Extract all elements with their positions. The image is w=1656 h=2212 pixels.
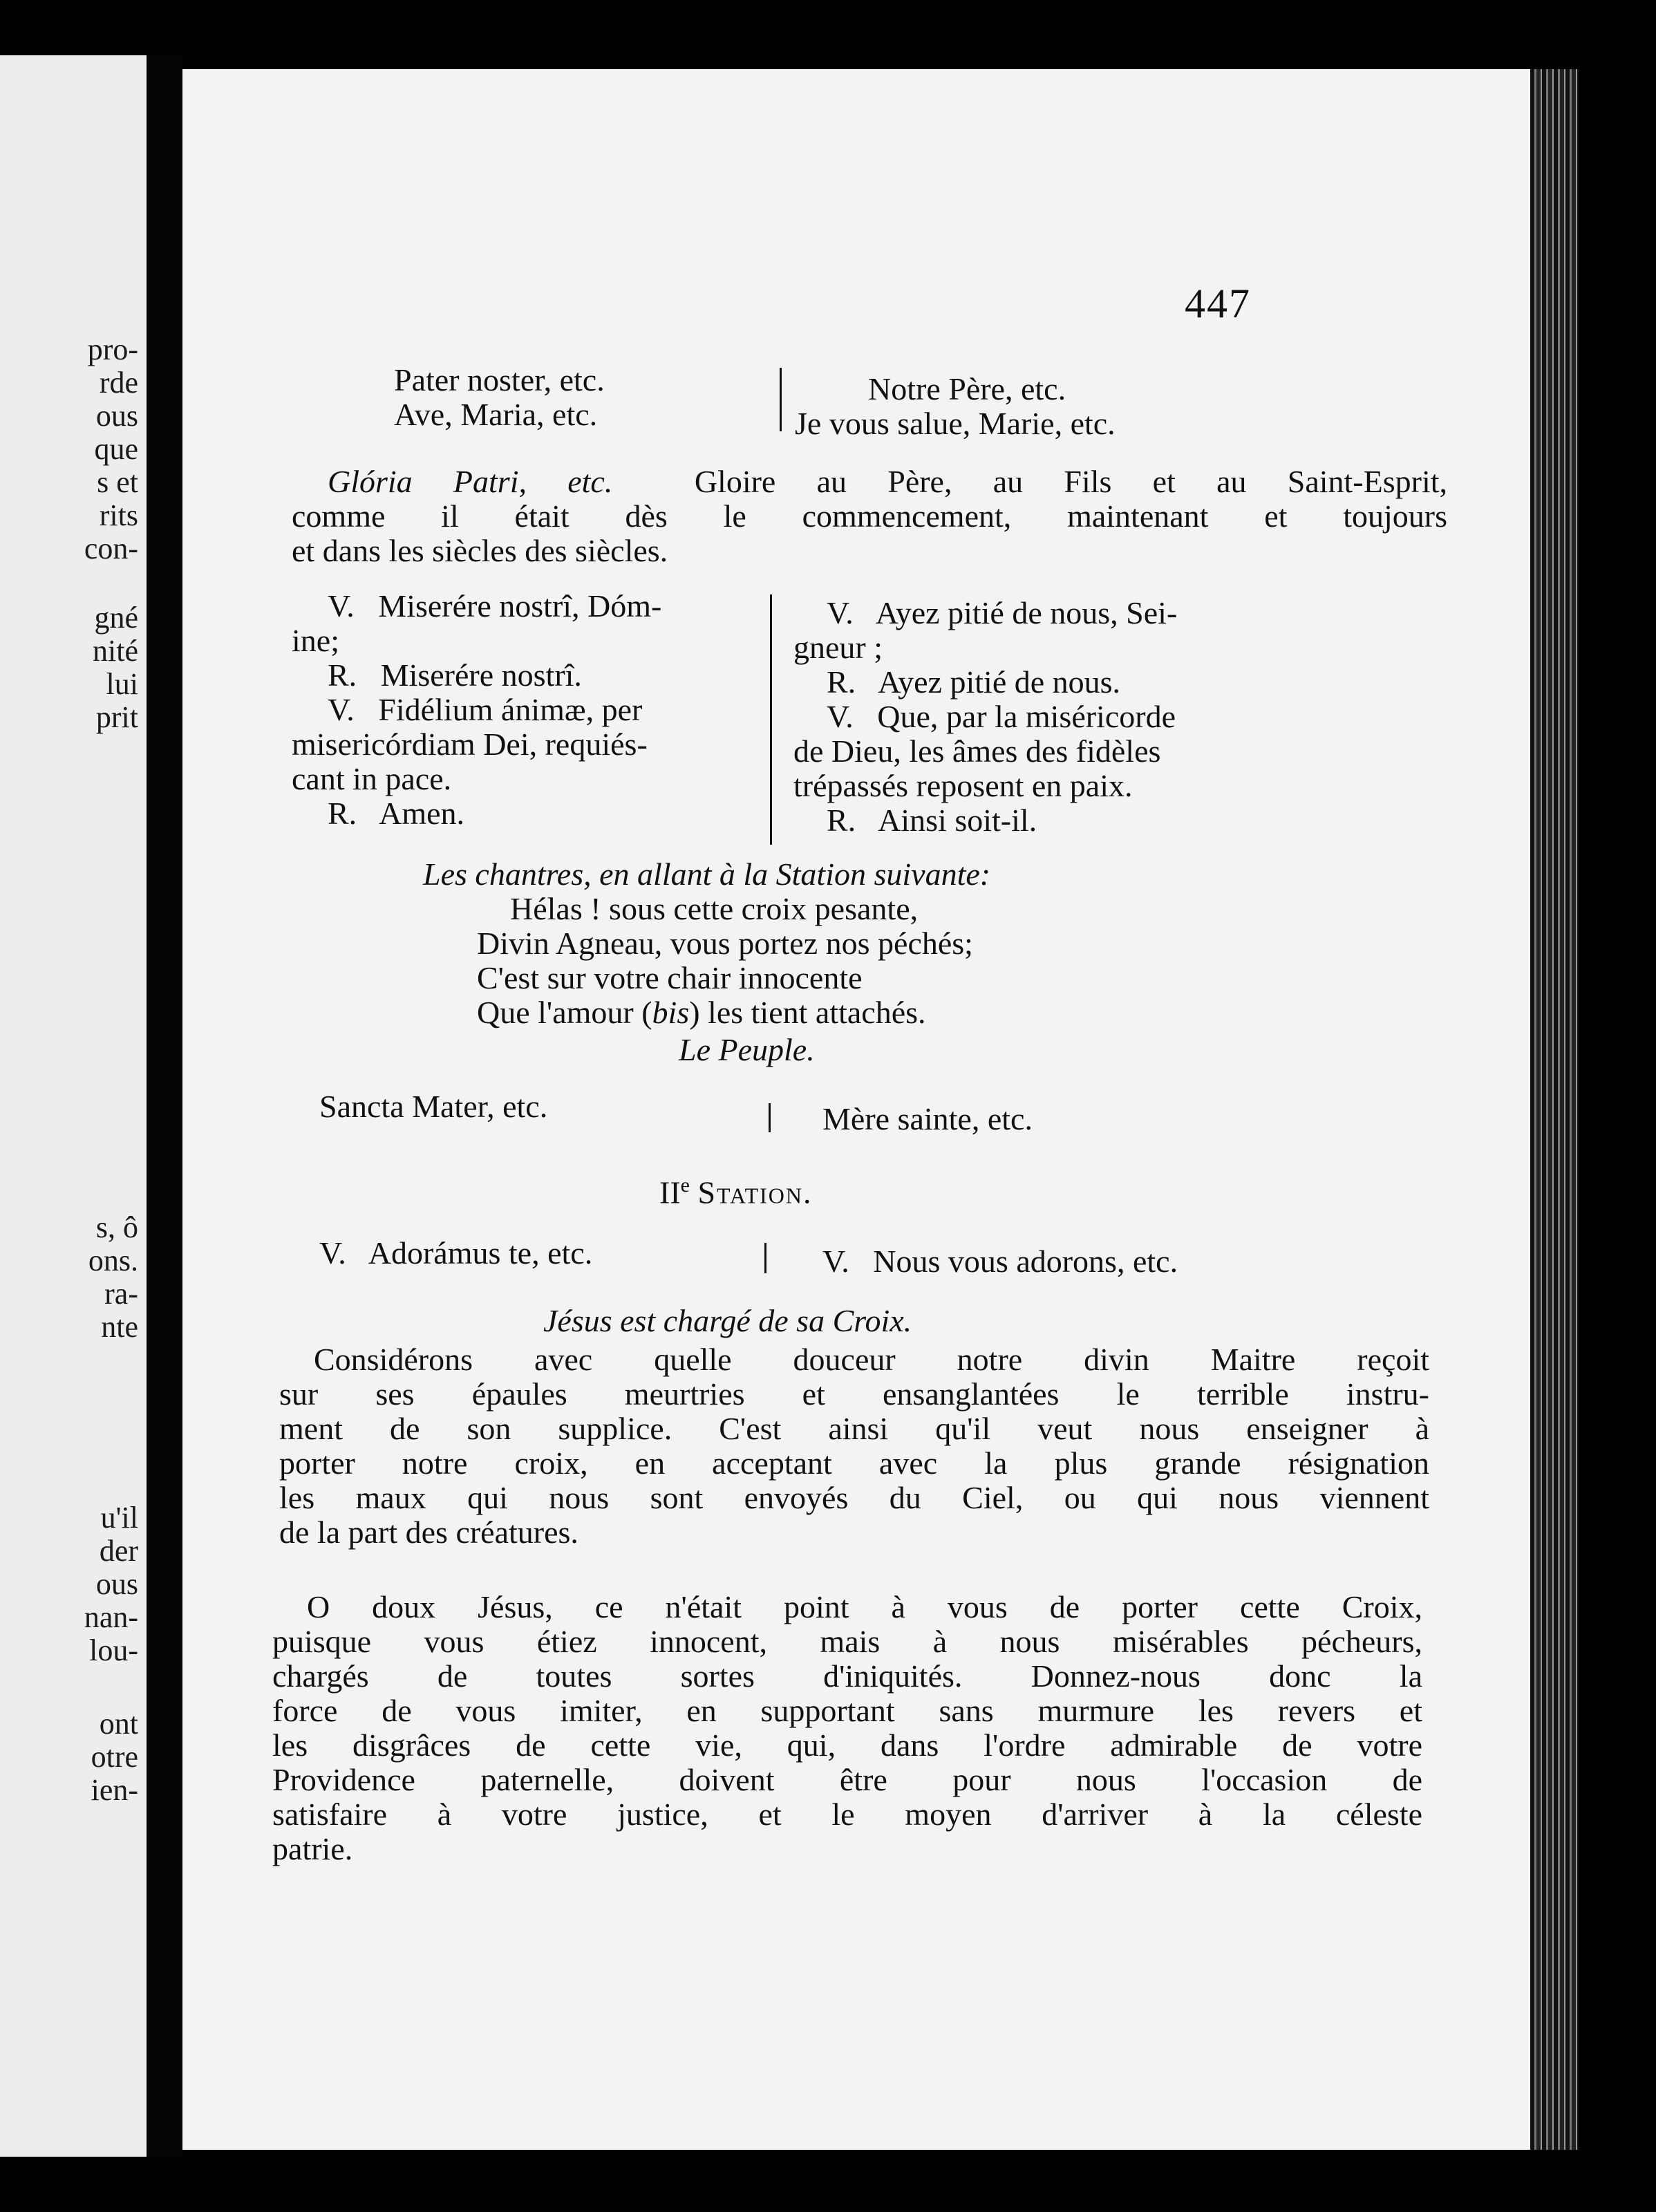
prayer-line: Providence paternelle, doivent être pour nous l'occasion de: [272, 1762, 1422, 1797]
left-fragment: lou-: [89, 1633, 138, 1667]
previous-page-edge: [0, 55, 147, 2157]
bis-marker: bis: [652, 995, 690, 1030]
left-fragment: nité: [93, 634, 138, 668]
versicle-latin: misericórdiam Dei, requiés-: [292, 727, 648, 762]
gloria-line-2: comme il était dès le commencement, maintenant et toujours: [292, 498, 1447, 534]
left-fragment: rits: [99, 498, 138, 532]
versicle-latin: ine;: [292, 623, 339, 658]
left-fragment: ous: [95, 399, 138, 433]
versicle-french: R. Ainsi soit-il.: [827, 803, 1037, 838]
left-fragment: s et: [97, 465, 138, 499]
versicle-french: gneur ;: [793, 630, 883, 665]
left-fragment: ons.: [88, 1244, 138, 1277]
left-fragment: ous: [95, 1567, 138, 1601]
hymn-line: C'est sur votre chair innocente: [477, 960, 863, 995]
jesus-heading: Jésus est chargé de sa Croix.: [543, 1303, 912, 1338]
peuple-heading: Le Peuple.: [679, 1032, 815, 1067]
hymn-line: Hélas ! sous cette croix pesante,: [510, 891, 919, 926]
versicle-latin: V. Miserére nostrî, Dóm-: [328, 588, 662, 624]
page-number: 447: [1185, 281, 1251, 326]
prayer-line: force de vous imiter, en supportant sans murmure les revers et: [272, 1693, 1422, 1728]
left-fragment: nte: [101, 1310, 138, 1344]
hymn-text: ) les tient attachés.: [689, 995, 926, 1030]
column-divider: [764, 1243, 766, 1273]
mater-french: Mère sainte, etc.: [822, 1101, 1033, 1136]
gloria-latin: Glória Patri, etc.: [328, 464, 613, 499]
consideration-line: porter notre croix, en acceptant avec la plus grande résignation: [279, 1445, 1429, 1481]
gloria-line-3: et dans les siècles des siècles.: [292, 533, 668, 568]
column-divider: [769, 1103, 771, 1132]
versicle-french: trépassés reposent en paix.: [793, 768, 1133, 803]
station-superscript: e: [680, 1174, 690, 1197]
chantres-heading: Les chantres, en allant à la Station suivante:: [423, 856, 991, 892]
left-fragment: ra-: [104, 1277, 138, 1311]
versicle-french: V. Ayez pitié de nous, Sei-: [827, 595, 1178, 630]
left-fragment: rde: [99, 366, 138, 400]
ave-french: Je vous salue, Marie, etc.: [795, 406, 1116, 441]
versicle-latin: R. Miserére nostrî.: [328, 657, 582, 693]
prayer-line: les disgrâces de cette vie, qui, dans l'ordre admirable de votre: [272, 1727, 1422, 1763]
left-fragment: con-: [84, 532, 138, 565]
station-heading: [659, 1168, 813, 1210]
left-fragment: pro-: [87, 332, 138, 366]
station-word: Station.: [697, 1174, 813, 1210]
left-fragment: que: [94, 432, 138, 466]
column-divider: [770, 594, 772, 845]
left-fragment: der: [99, 1534, 138, 1568]
mater-latin: Sancta Mater, etc.: [319, 1089, 548, 1124]
station-numeral: II: [659, 1174, 681, 1210]
left-fragment: ont: [99, 1707, 138, 1741]
pater-latin: Pater noster, etc.: [394, 362, 605, 397]
left-fragment: ien-: [91, 1773, 138, 1807]
prayer-line: chargés de toutes sortes d'iniquités. Donnez-nous donc la: [272, 1658, 1422, 1694]
gloria-line-1: [328, 465, 1447, 499]
hymn-text: Que l'amour (: [477, 995, 652, 1030]
consideration-line: les maux qui nous sont envoyés du Ciel, ou qui nous viennent: [279, 1480, 1429, 1515]
page-stack-edge: [1530, 69, 1579, 2150]
pater-french: Notre Père, etc.: [868, 371, 1066, 406]
versicle-latin: V. Fidélium ánimæ, per: [328, 692, 643, 727]
versicle-french: de Dieu, les âmes des fidèles: [793, 733, 1161, 769]
left-fragment: prit: [95, 700, 138, 734]
left-fragment: lui: [106, 667, 138, 701]
gloria-text: Gloire au Père, au Fils et au Saint-Esprit,: [694, 464, 1448, 499]
prayer-line: puisque vous étiez innocent, mais à nous misérables pécheurs,: [272, 1624, 1422, 1659]
left-fragment: gné: [94, 601, 138, 635]
left-fragment: nan-: [84, 1600, 138, 1634]
adoramus-latin: V. Adorámus te, etc.: [319, 1235, 593, 1271]
book-page: [182, 69, 1530, 2150]
ave-latin: Ave, Maria, etc.: [394, 397, 598, 432]
consideration-line: sur ses épaules meurtries et ensanglantées le terrible instru-: [279, 1376, 1429, 1412]
consideration-line: de la part des créatures.: [279, 1515, 578, 1550]
book-spine: [147, 55, 182, 2157]
versicle-latin: cant in pace.: [292, 761, 452, 796]
prayer-line: satisfaire à votre justice, et le moyen d'arriver à la céleste: [272, 1797, 1422, 1832]
hymn-line: [477, 995, 926, 1030]
consideration-line: Considérons avec quelle douceur notre divin Maitre reçoit: [314, 1342, 1429, 1377]
versicle-french: V. Que, par la miséricorde: [827, 699, 1176, 734]
versicle-latin: R. Amen.: [328, 796, 465, 831]
versicle-french: R. Ayez pitié de nous.: [827, 664, 1121, 700]
consideration-line: ment de son supplice. C'est ainsi qu'il veut nous enseigner à: [279, 1411, 1429, 1446]
left-fragment: s, ô: [95, 1210, 138, 1244]
hymn-line: Divin Agneau, vous portez nos péchés;: [477, 926, 973, 961]
left-fragment: otre: [91, 1740, 138, 1774]
column-divider: [780, 368, 782, 431]
prayer-line: patrie.: [272, 1831, 353, 1866]
adoramus-french: V. Nous vous adorons, etc.: [822, 1244, 1178, 1279]
left-fragment: u'il: [100, 1501, 138, 1535]
prayer-line: O doux Jésus, ce n'était point à vous de porter cette Croix,: [307, 1589, 1422, 1624]
